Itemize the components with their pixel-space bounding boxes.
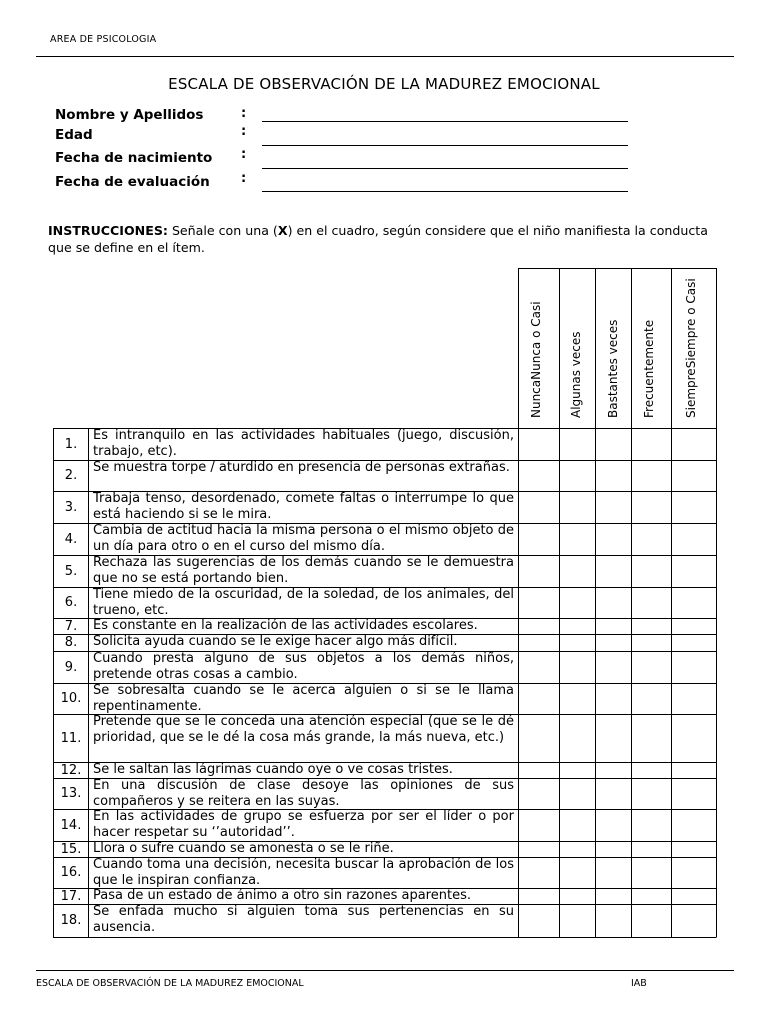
answer-cell[interactable]	[632, 588, 671, 618]
answer-cell[interactable]	[560, 858, 595, 888]
answer-cell[interactable]	[632, 763, 671, 778]
answer-cell[interactable]	[672, 684, 716, 714]
answer-cell[interactable]	[672, 588, 716, 618]
answer-cell[interactable]	[632, 461, 671, 491]
item-text: Pretende que se le conceda una atención especial (que se le dé prioridad, que se le dé la cosa más grande, la más nueva, etc.)	[93, 714, 514, 745]
answer-cell[interactable]	[596, 905, 631, 937]
item-number: 15.	[60, 842, 82, 857]
item-text: Tiene miedo de la oscuridad, de la soledad, de los animales, del trueno, etc.	[93, 587, 514, 618]
answer-cell[interactable]	[560, 715, 595, 762]
answer-cell[interactable]	[672, 858, 716, 888]
answer-cell[interactable]	[596, 588, 631, 618]
field-label-evaluation-date: Fecha de evaluación	[55, 174, 210, 190]
item-text: Se muestra torpe / aturdido en presencia de personas extrañas.	[93, 460, 510, 475]
answer-cell[interactable]	[519, 763, 559, 778]
answer-cell[interactable]	[632, 652, 671, 683]
item-number: 1.	[64, 437, 78, 452]
answer-cell[interactable]	[519, 652, 559, 683]
answer-cell[interactable]	[632, 715, 671, 762]
answer-cell[interactable]	[672, 429, 716, 460]
answer-cell[interactable]	[596, 889, 631, 904]
item-number: 6.	[64, 595, 78, 610]
item-number: 9.	[64, 660, 78, 675]
item-number: 16.	[60, 865, 82, 880]
document-title: ESCALA DE OBSERVACIÓN DE LA MADUREZ EMOCIONAL	[168, 75, 600, 93]
item-number: 18.	[60, 913, 82, 928]
field-label-age: Edad	[55, 127, 93, 143]
answer-cell[interactable]	[560, 492, 595, 523]
answer-cell[interactable]	[596, 810, 631, 841]
answer-cell[interactable]	[596, 858, 631, 888]
answer-cell[interactable]	[672, 461, 716, 491]
answer-cell[interactable]	[672, 810, 716, 841]
answer-cell[interactable]	[560, 619, 595, 634]
column-header-siempre	[674, 268, 708, 429]
field-colon-evaluation-date: :	[241, 171, 247, 186]
field-label-birthdate: Fecha de nacimiento	[55, 150, 213, 166]
item-text: Cuando toma una decisión, necesita buscar la aprobación de los que le inspiran confianza.	[93, 857, 514, 888]
answer-cell[interactable]	[632, 858, 671, 888]
answer-cell[interactable]	[560, 524, 595, 555]
item-text: Cambia de actitud hacia la misma persona o el mismo objeto de un día para otro o en el curso del mismo día.	[93, 523, 514, 554]
item-number: 2.	[64, 468, 78, 483]
answer-cell[interactable]	[519, 810, 559, 841]
column-header-nunca	[519, 268, 553, 429]
column-header-bastantes-veces	[596, 268, 630, 429]
answer-cell[interactable]	[560, 635, 595, 651]
answer-cell[interactable]	[519, 858, 559, 888]
answer-cell[interactable]	[519, 779, 559, 809]
answer-cell[interactable]	[596, 429, 631, 460]
item-text: Se sobresalta cuando se le acerca alguien o si se le llama repentinamente.	[93, 683, 514, 714]
footer-code: IAB	[631, 978, 647, 989]
answer-cell[interactable]	[596, 715, 631, 762]
answer-cell[interactable]	[560, 588, 595, 618]
answer-cell[interactable]	[672, 889, 716, 904]
answer-cell[interactable]	[632, 524, 671, 555]
item-number: 12.	[60, 763, 82, 778]
answer-cell[interactable]	[596, 556, 631, 587]
column-header-label: Algunas veces	[569, 331, 583, 418]
answer-cell[interactable]	[596, 842, 631, 857]
answer-cell[interactable]	[560, 461, 595, 491]
answer-cell[interactable]	[596, 635, 631, 651]
answer-cell[interactable]	[632, 810, 671, 841]
answer-cell[interactable]	[632, 635, 671, 651]
answer-cell[interactable]	[632, 889, 671, 904]
column-header-label: Frecuentemente	[642, 319, 656, 418]
item-number: 4.	[64, 532, 78, 547]
answer-cell[interactable]	[596, 524, 631, 555]
footer-title: ESCALA DE OBSERVACIÓN DE LA MADUREZ EMOCIONAL	[36, 978, 304, 989]
answer-cell[interactable]	[596, 652, 631, 683]
item-number: 10.	[60, 691, 82, 706]
instructions-text-before: Señale con una (	[167, 223, 278, 238]
answer-cell[interactable]	[596, 492, 631, 523]
answer-cell[interactable]	[596, 763, 631, 778]
answer-cell[interactable]	[672, 619, 716, 634]
answer-cell[interactable]	[672, 842, 716, 857]
answer-cell[interactable]	[560, 652, 595, 683]
answer-cell[interactable]	[672, 905, 716, 937]
instructions-label: INSTRUCCIONES:	[48, 223, 168, 238]
item-text: Solicita ayuda cuando se le exige hacer algo más difícil.	[93, 634, 458, 649]
answer-cell[interactable]	[560, 779, 595, 809]
item-text: Pasa de un estado de ánimo a otro sin razones aparentes.	[93, 888, 471, 903]
item-text: Llora o sufre cuando se amonesta o se le riñe.	[93, 841, 394, 856]
answer-cell[interactable]	[519, 524, 559, 555]
item-text: Cuando presta alguno de sus objetos a los demás niños, pretende otras cosas a cambio.	[93, 651, 514, 682]
answer-cell[interactable]	[672, 556, 716, 587]
column-header-label: SiempreSiempre o Casi	[684, 278, 698, 418]
footer-divider	[36, 970, 734, 971]
answer-cell[interactable]	[672, 715, 716, 762]
answer-cell[interactable]	[672, 652, 716, 683]
item-text: En las actividades de grupo se esfuerza por ser el líder o por hacer respetar su ‘’autoridad’’.	[93, 809, 514, 840]
item-number: 17.	[60, 889, 82, 904]
item-text: Trabaja tenso, desordenado, comete faltas o interrumpe lo que está haciendo si se le mira.	[93, 491, 514, 522]
answer-cell[interactable]	[672, 779, 716, 809]
answer-cell[interactable]	[632, 842, 671, 857]
answer-cell[interactable]	[519, 492, 559, 523]
answer-cell[interactable]	[519, 842, 559, 857]
item-number: 11.	[60, 731, 82, 746]
column-header-label: NuncaNunca o Casi	[529, 301, 543, 418]
instructions-text-after: ) en el cuadro, según considere que el niño manifiesta la conducta que se define en el ítem.	[48, 223, 708, 255]
answer-cell[interactable]	[560, 889, 595, 904]
item-text: En una discusión de clase desoye las opiniones de sus compañeros y se reitera en las suyas.	[93, 778, 514, 809]
answer-cell[interactable]	[672, 635, 716, 651]
field-label-name: Nombre y Apellidos	[55, 107, 204, 123]
answer-cell[interactable]	[560, 556, 595, 587]
answer-cell[interactable]	[596, 619, 631, 634]
answer-cell[interactable]	[672, 492, 716, 523]
answer-cell[interactable]	[519, 635, 559, 651]
item-text: Se le saltan las lágrimas cuando oye o ve cosas tristes.	[93, 762, 453, 777]
answer-cell[interactable]	[560, 810, 595, 841]
item-number: 13.	[60, 786, 82, 801]
item-number: 7.	[64, 619, 78, 634]
item-text: Se enfada mucho si alguien toma sus pertenencias en su ausencia.	[93, 904, 514, 935]
field-colon-age: :	[241, 124, 247, 139]
answer-cell[interactable]	[596, 684, 631, 714]
answer-cell[interactable]	[519, 905, 559, 937]
answer-cell[interactable]	[560, 842, 595, 857]
answer-cell[interactable]	[632, 492, 671, 523]
column-header-algunas-veces	[559, 268, 593, 429]
answer-cell[interactable]	[632, 779, 671, 809]
answer-cell[interactable]	[519, 715, 559, 762]
answer-cell[interactable]	[519, 461, 559, 491]
item-text: Rechaza las sugerencias de los demás cuando se le demuestra que no se está portando bien.	[93, 555, 514, 586]
answer-cell[interactable]	[632, 556, 671, 587]
item-text: Es intranquilo en las actividades habituales (juego, discusión, trabajo, etc).	[93, 428, 514, 459]
answer-cell[interactable]	[560, 905, 595, 937]
column-header-label: Bastantes veces	[606, 319, 620, 418]
instructions-mark: X	[277, 223, 288, 238]
answer-cell[interactable]	[560, 429, 595, 460]
column-header-frecuentemente	[632, 268, 666, 429]
answer-cell[interactable]	[519, 619, 559, 634]
item-text: Es constante en la realización de las actividades escolares.	[93, 618, 478, 633]
answer-cell[interactable]	[596, 461, 631, 491]
answer-cell[interactable]	[596, 779, 631, 809]
answer-cell[interactable]	[632, 429, 671, 460]
item-number: 8.	[64, 635, 78, 650]
answer-cell[interactable]	[632, 684, 671, 714]
field-colon-name: :	[241, 106, 247, 121]
department-header: AREA DE PSICOLOGIA	[50, 34, 157, 45]
item-number: 5.	[64, 564, 78, 579]
item-number: 14.	[60, 818, 82, 833]
answer-cell[interactable]	[560, 684, 595, 714]
answer-cell[interactable]	[672, 524, 716, 555]
answer-cell[interactable]	[632, 905, 671, 937]
answer-cell[interactable]	[519, 588, 559, 618]
answer-cell[interactable]	[519, 429, 559, 460]
answer-cell[interactable]	[519, 556, 559, 587]
answer-cell[interactable]	[519, 889, 559, 904]
answer-cell[interactable]	[672, 763, 716, 778]
field-colon-birthdate: :	[241, 147, 247, 162]
answer-cell[interactable]	[560, 763, 595, 778]
answer-cell[interactable]	[519, 684, 559, 714]
item-number: 3.	[64, 500, 78, 515]
answer-cell[interactable]	[632, 619, 671, 634]
